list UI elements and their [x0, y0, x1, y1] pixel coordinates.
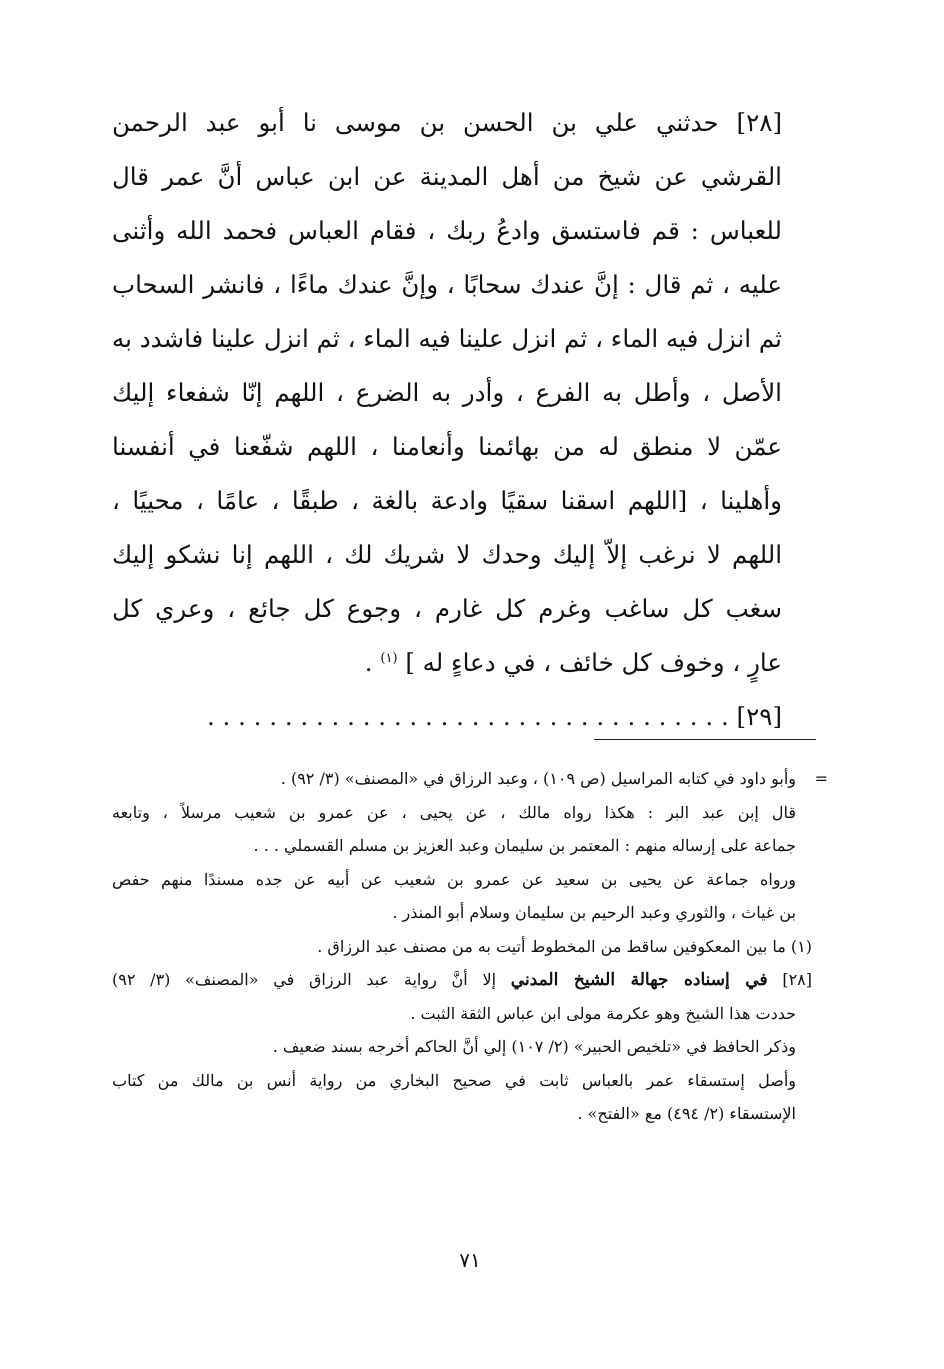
footnote-line: بن غياث ، والثوري وعبد الرحيم بن سليمان وسلام أبو المنذر . [392, 903, 796, 922]
footnote-line: وذكر الحافظ في «تلخيص الحبير» (٢/ ١٠٧) إلي أنَّ الحاكم أخرجه بسند ضعيف . [272, 1037, 796, 1056]
text-line: اللهم لا نرغب إلاّ إليك وحدك لا شريك لك ، اللهم إنا نشكو إليك [112, 540, 782, 569]
continuation-marker: = [814, 769, 828, 788]
footnote-line: (١) ما بين المعكوفين ساقط من المخطوط أتيت به من مصنف عبد الرزاق . [317, 936, 812, 956]
footnote-line: ورواه جماعة عن يحيى بن سعيد عن عمرو بن شعيب عن أبيه عن جده مسندًا منهم حفص [112, 869, 796, 889]
page-number: ٧١ [459, 1248, 481, 1272]
footnote-line [112, 762, 828, 796]
text-line: عليه ، ثم قال : إنَّ عندك سحابًا ، وإنَّ عندك ماءًا ، فانشر السحاب [112, 270, 782, 299]
text-line-last [112, 636, 782, 690]
text-line: الأصل ، وأطل به الفرع ، وأدر به الضرع ، اللهم إنّا شفعاء إليك [112, 378, 782, 407]
note-28-heading [112, 963, 812, 997]
last-line-text: عارٍ ، وخوف كل خائف ، في دعاءٍ له ] [405, 648, 782, 677]
next-entry-label: [٢٩] [736, 702, 782, 731]
dot-leader: . . . . . . . . . . . . . . . . . . . . . . . . . . . . . . . . . . [206, 702, 729, 731]
text-line: للعباس : قم فاستسق وادعُ ربك ، فقام العباس فحمد الله وأثنى [112, 216, 782, 245]
footnote-line: جماعة على إرساله منهم : المعتمر بن سليمان وعبد العزيز بن مسلم القسملي . . . [253, 836, 796, 855]
footnote-line: الإستسقاء (٢/ ٤٩٤) مع «الفتح» . [577, 1104, 796, 1123]
next-entry-line [112, 690, 782, 744]
text-line: [٢٨] حدثني علي بن الحسن بن موسى نا أبو عبد الرحمن [112, 108, 782, 137]
footnote-line: قال إبن عبد البر : هكذا رواه مالك ، عن يحيى ، عن عمرو بن شعيب مرسلاً ، وتابعه [112, 802, 796, 822]
note-28-rest: إلا أنَّ رواية عبد الرزاق في «المصنف» (٣/ ٩٢) [112, 970, 497, 989]
text-line: ثم انزل فيه الماء ، ثم انزل علينا فيه الماء ، ثم انزل علينا فاشدد به [112, 324, 782, 353]
footnote-separator [594, 739, 816, 740]
sentence-end: . [364, 648, 373, 677]
text-line: وأهلينا ، [اللهم اسقنا سقيًا وادعة بالغة ، طبقًا ، عامًا ، محييًا ، [112, 486, 782, 515]
text-line: القرشي عن شيخ من أهل المدينة عن ابن عباس أنَّ عمر قال [112, 162, 782, 191]
note-28-label: [٢٨] [782, 970, 813, 989]
footnotes-block [112, 762, 828, 1131]
footnote-reference: (١) [380, 650, 398, 666]
main-text-block [112, 96, 782, 744]
footnote-line: وأصل إستسقاء عمر بالعباس ثابت في صحيح البخاري من رواية أنس بن مالك من كتاب [112, 1070, 797, 1090]
text-line: سغب كل ساغب وغرم كل غارم ، وجوع كل جائع ، وعري كل [112, 594, 782, 623]
footnote-line: حددت هذا الشيخ وهو عكرمة مولى ابن عباس الثقة الثبت . [410, 1003, 796, 1023]
note-28-bold: في إسناده جهالة الشيخ المدني [510, 970, 768, 990]
text-line: عمّن لا منطق له من بهائمنا وأنعامنا ، اللهم شفّعنا في أنفسنا [112, 432, 782, 461]
footnote-text: وأبو داود في كتابه المراسيل (ص ١٠٩) ، وعبد الرزاق في «المصنف» (٣/ ٩٢) . [280, 769, 796, 788]
